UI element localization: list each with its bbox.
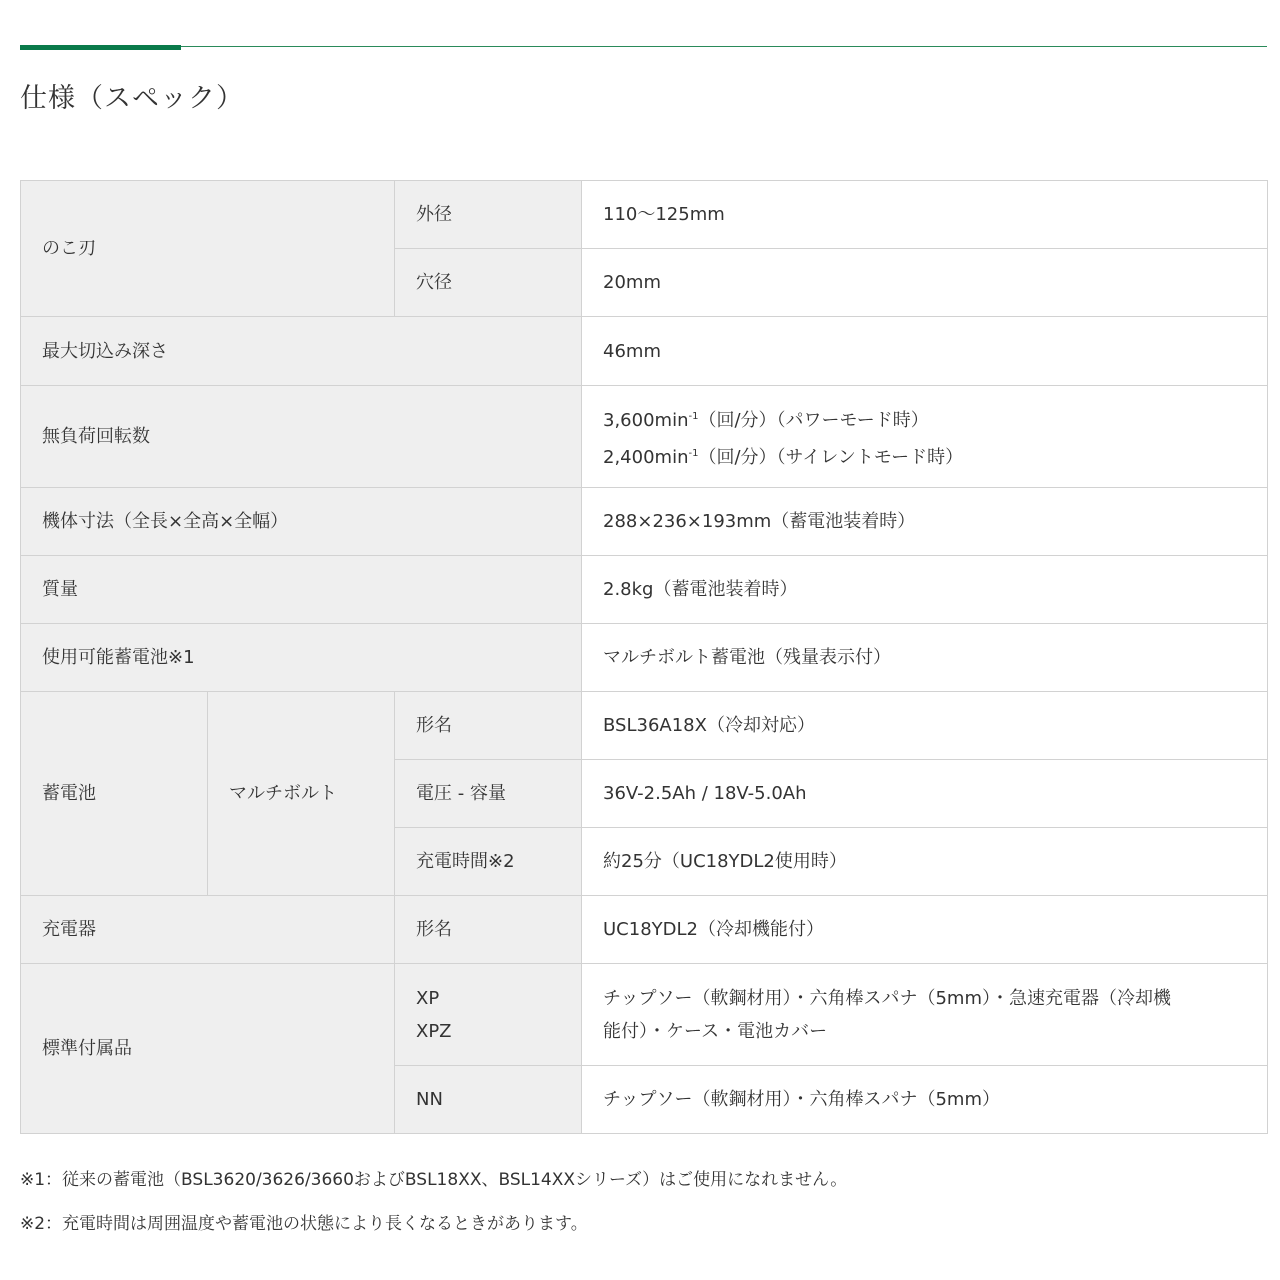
xp-accessories-line-2: 能付）・ケース・電池カバー bbox=[603, 1020, 828, 1042]
table-row bbox=[21, 386, 1268, 488]
spec-table bbox=[20, 180, 1268, 1134]
speed-power-exponent: -1 bbox=[688, 410, 699, 422]
speed-line-power bbox=[603, 400, 1267, 437]
model-xpz: XPZ bbox=[416, 1020, 452, 1042]
value-bore: 20mm bbox=[582, 249, 1268, 317]
value-nn-accessories: チップソー（軟鋼材用）・六角棒スパナ（5mm） bbox=[582, 1066, 1268, 1134]
table-row bbox=[21, 556, 1268, 624]
value-depth: 46mm bbox=[582, 317, 1268, 386]
row-label-usable-battery: 使用可能蓄電池※1 bbox=[21, 624, 582, 692]
table-row bbox=[21, 624, 1268, 692]
value-usable-battery: マルチボルト蓄電池（残量表示付） bbox=[582, 624, 1268, 692]
sub-label-charger-model: 形名 bbox=[395, 896, 582, 964]
sub-label-voltage: 電圧 - 容量 bbox=[395, 760, 582, 828]
speed-line-silent bbox=[603, 437, 1267, 474]
sub-label-outer-diameter: 外径 bbox=[395, 181, 582, 249]
row-label-speed: 無負荷回転数 bbox=[21, 386, 582, 488]
sub-label-nn: NN bbox=[395, 1066, 582, 1134]
xp-accessories-line-1: チップソー（軟鋼材用）・六角棒スパナ（5mm）・急速充電器（冷却機 bbox=[603, 987, 1171, 1009]
row-label-depth: 最大切込み深さ bbox=[21, 317, 582, 386]
speed-power-rpm: 3,600min bbox=[603, 409, 689, 431]
row-label-battery: 蓄電池 bbox=[21, 692, 208, 896]
row-label-weight: 質量 bbox=[21, 556, 582, 624]
value-xp-accessories bbox=[582, 964, 1268, 1066]
speed-silent-mode: （回/分）（サイレントモード時） bbox=[698, 446, 964, 468]
table-row bbox=[21, 692, 1268, 760]
value-dimensions: 288×236×193mm（蓄電池装着時） bbox=[582, 488, 1268, 556]
table-row bbox=[21, 181, 1268, 249]
sub-label-multivolt: マルチボルト bbox=[208, 692, 395, 896]
row-label-accessories: 標準付属品 bbox=[21, 964, 395, 1134]
value-voltage: 36V-2.5Ah / 18V-5.0Ah bbox=[582, 760, 1268, 828]
row-label-dimensions: 機体寸法（全長×全高×全幅） bbox=[21, 488, 582, 556]
sub-label-battery-model: 形名 bbox=[395, 692, 582, 760]
value-weight: 2.8kg（蓄電池装着時） bbox=[582, 556, 1268, 624]
value-outer-diameter: 110～125mm bbox=[582, 181, 1268, 249]
sub-label-bore: 穴径 bbox=[395, 249, 582, 317]
footnotes bbox=[20, 1166, 847, 1254]
value-speed bbox=[582, 386, 1268, 488]
speed-power-mode: （回/分）（パワーモード時） bbox=[698, 409, 929, 431]
table-row bbox=[21, 964, 1268, 1066]
header-accent-bar bbox=[20, 45, 181, 50]
row-label-charger: 充電器 bbox=[21, 896, 395, 964]
value-charge-time: 約25分（UC18YDL2使用時） bbox=[582, 828, 1268, 896]
speed-silent-rpm: 2,400min bbox=[603, 446, 689, 468]
footnote-1: ※1：従来の蓄電池（BSL3620/3626/3660およびBSL18XX、BSL14XXシリーズ）はご使用になれません。 bbox=[20, 1170, 848, 1190]
sub-label-xp bbox=[395, 964, 582, 1066]
value-battery-model: BSL36A18X（冷却対応） bbox=[582, 692, 1268, 760]
table-row bbox=[21, 317, 1268, 386]
model-xp: XP bbox=[416, 987, 440, 1009]
value-charger-model: UC18YDL2（冷却機能付） bbox=[582, 896, 1268, 964]
sub-label-charge-time: 充電時間※2 bbox=[395, 828, 582, 896]
page-title: 仕様（スペック） bbox=[20, 83, 244, 114]
row-label-blade: のこ刃 bbox=[21, 181, 395, 317]
table-row bbox=[21, 488, 1268, 556]
speed-silent-exponent: -1 bbox=[688, 447, 699, 459]
table-row bbox=[21, 896, 1268, 964]
header-divider bbox=[20, 46, 1267, 47]
footnote-2: ※2：充電時間は周囲温度や蓄電池の状態により長くなるときがあります。 bbox=[20, 1214, 588, 1234]
